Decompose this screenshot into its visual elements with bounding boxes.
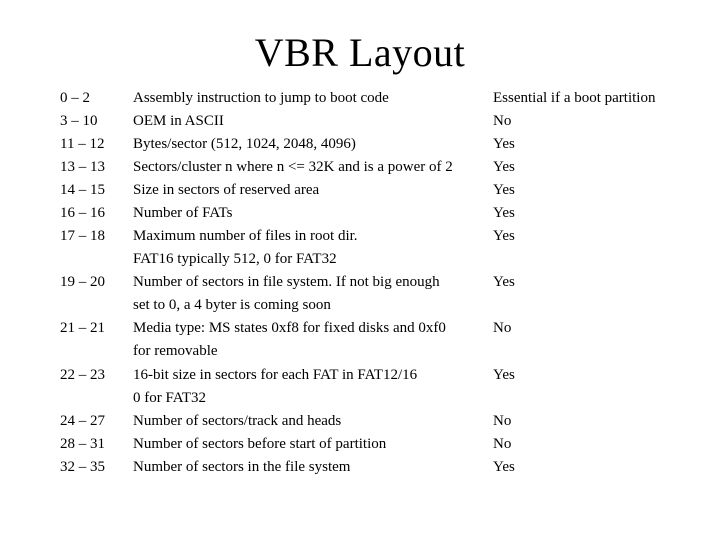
row-description: Size in sectors of reserved area — [133, 182, 320, 198]
row-essential: Yes — [493, 274, 515, 290]
row-offset: 3 – 10 — [60, 113, 98, 129]
row-essential: Yes — [493, 205, 515, 221]
row-description: OEM in ASCII — [133, 113, 224, 129]
row-offset: 14 – 15 — [60, 182, 105, 198]
row-offset: 11 – 12 — [60, 136, 105, 152]
row-offset: 28 – 31 — [60, 436, 105, 452]
row-essential: No — [493, 413, 512, 429]
row-description: Sectors/cluster n where n <= 32K and is a power of 2 — [133, 159, 453, 175]
row-essential: Yes — [493, 136, 515, 152]
row-essential: Yes — [493, 459, 515, 475]
row-offset: 32 – 35 — [60, 459, 105, 475]
row-description-continued: for removable — [133, 343, 218, 359]
row-essential: Yes — [493, 182, 515, 198]
row-description: Media type: MS states 0xf8 for fixed disks and 0xf0 — [133, 320, 446, 336]
row-offset: 17 – 18 — [60, 228, 105, 244]
row-description: Number of sectors in file system. If not big enough — [133, 274, 440, 290]
row-essential: No — [493, 113, 512, 129]
row-description-continued: FAT16 typically 512, 0 for FAT32 — [133, 251, 337, 267]
row-essential: Yes — [493, 228, 515, 244]
row-essential: Yes — [493, 159, 515, 175]
row-offset: 13 – 13 — [60, 159, 105, 175]
row-description: Number of FATs — [133, 205, 233, 221]
row-offset: 19 – 20 — [60, 274, 105, 290]
row-essential: No — [493, 436, 512, 452]
row-description-continued: set to 0, a 4 byter is coming soon — [133, 297, 331, 313]
row-description: Assembly instruction to jump to boot code — [133, 90, 389, 106]
row-description: Number of sectors/track and heads — [133, 413, 342, 429]
row-offset: 22 – 23 — [60, 367, 105, 383]
row-essential: Essential if a boot partition — [493, 90, 656, 106]
row-essential: Yes — [493, 367, 515, 383]
row-description: Bytes/sector (512, 1024, 2048, 4096) — [133, 136, 356, 152]
row-description: 16-bit size in sectors for each FAT in FAT12/16 — [133, 367, 418, 383]
row-description-continued: 0 for FAT32 — [133, 390, 207, 406]
row-description: Number of sectors before start of partition — [133, 436, 387, 452]
row-offset: 24 – 27 — [60, 413, 105, 429]
row-offset: 16 – 16 — [60, 205, 105, 221]
row-description: Maximum number of files in root dir. — [133, 228, 358, 244]
row-description: Number of sectors in the file system — [133, 459, 351, 475]
row-offset: 0 – 2 — [60, 90, 90, 106]
slide-title: VBR Layout — [254, 30, 466, 75]
row-offset: 21 – 21 — [60, 320, 105, 336]
row-essential: No — [493, 320, 512, 336]
